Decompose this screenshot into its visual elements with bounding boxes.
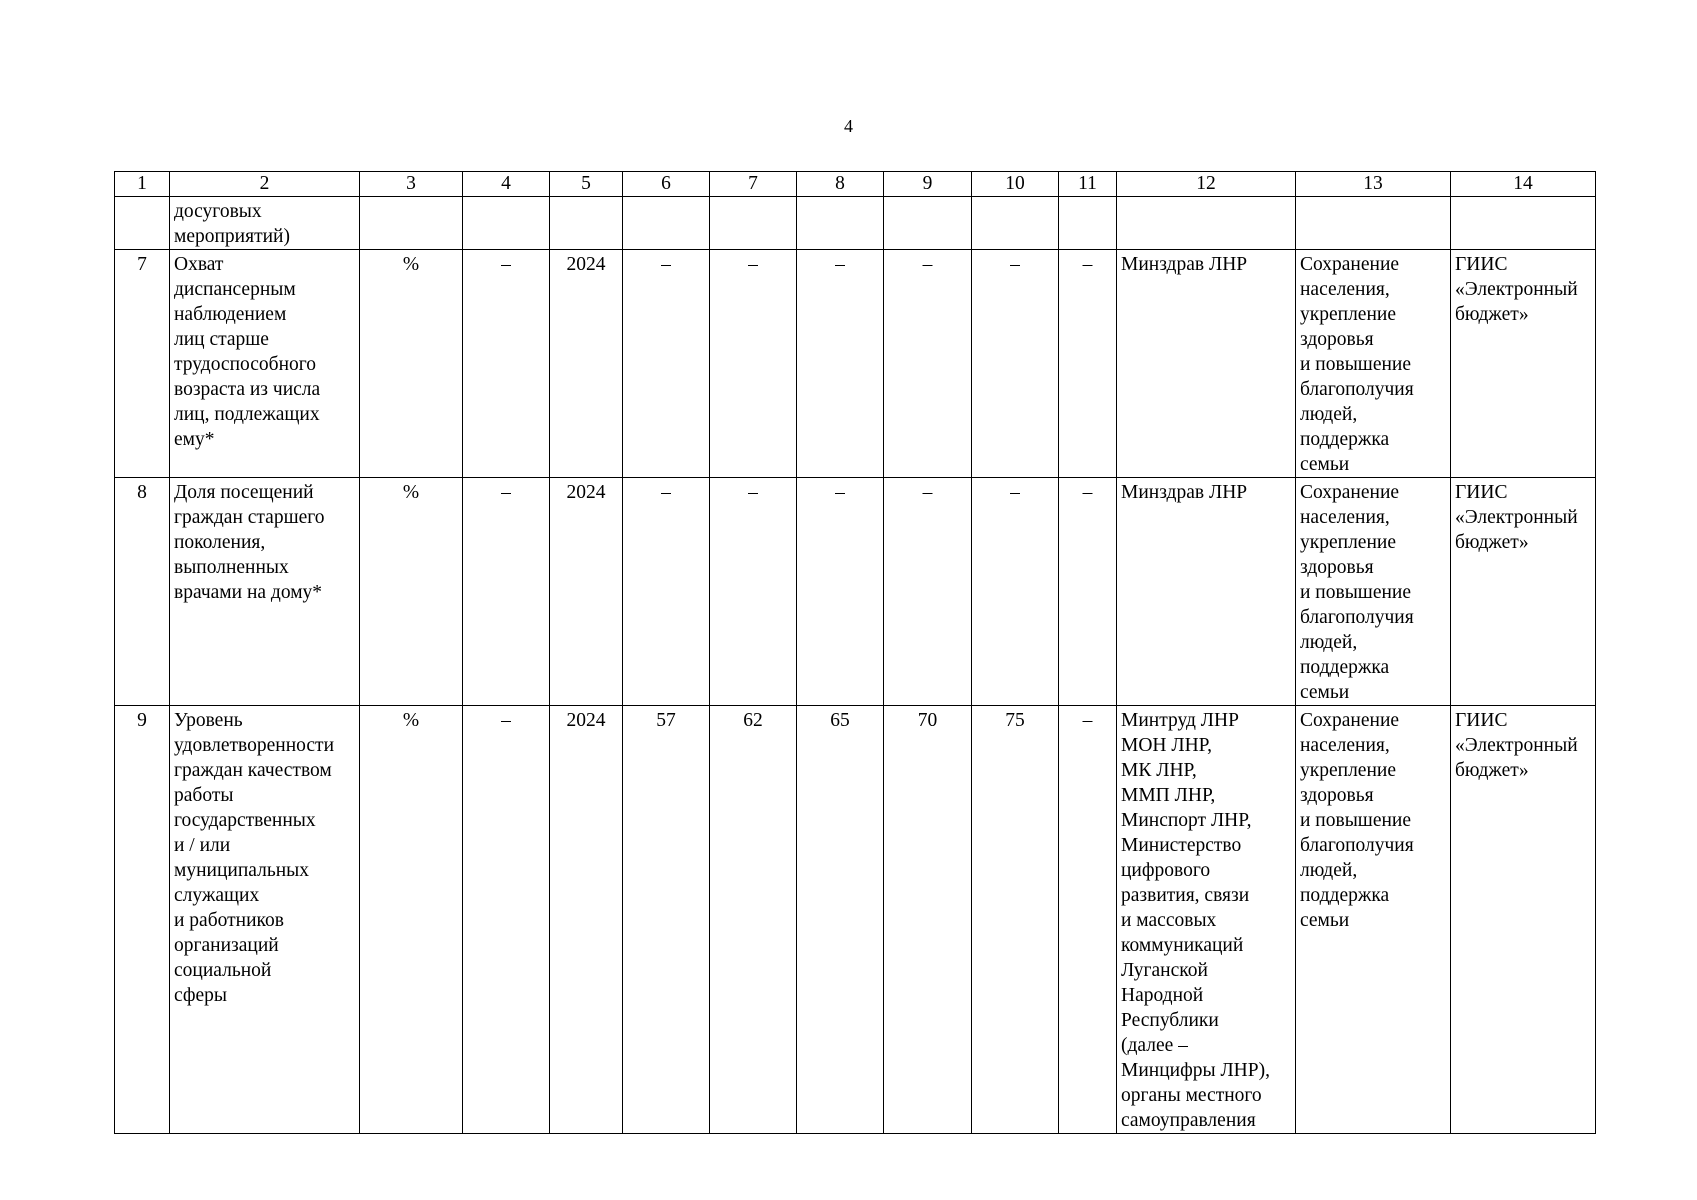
cell-text-line: Сохранение <box>1300 254 1400 275</box>
cell-text-line: ему* <box>174 429 215 450</box>
indicator-name-cell <box>170 197 360 250</box>
column-number: 8 <box>797 172 884 197</box>
value-cell: 70 <box>884 706 972 1134</box>
cell-text-line: укрепление <box>1300 760 1396 781</box>
column-number: 5 <box>550 172 623 197</box>
base-value-cell: – <box>463 706 550 1134</box>
cell-text-line: и повышение <box>1300 582 1412 603</box>
unit-cell <box>360 197 463 250</box>
cell-text-line: Министерство <box>1121 835 1242 856</box>
indicator-name-cell <box>170 706 360 1134</box>
cell-text-line: досуговых <box>174 201 262 222</box>
column-number: 4 <box>463 172 550 197</box>
value-cell: – <box>1059 250 1117 478</box>
value-cell: – <box>1059 478 1117 706</box>
value-cell: – <box>710 250 797 478</box>
row-number-cell: 9 <box>115 706 170 1134</box>
cell-text-line: бюджет» <box>1455 304 1529 325</box>
cell-text-line: Уровень <box>174 710 243 731</box>
cell-text-line: ГИИС <box>1455 710 1508 731</box>
cell-text-line: развития, связи <box>1121 885 1250 906</box>
cell-text-line: граждан старшего <box>174 507 325 528</box>
information-system-cell <box>1451 706 1596 1134</box>
responsible-body-cell <box>1117 250 1296 478</box>
cell-text-line: Сохранение <box>1300 710 1400 731</box>
cell-text-line: Сохранение <box>1300 482 1400 503</box>
value-cell <box>710 197 797 250</box>
cell-text-line: наблюдением <box>174 304 287 325</box>
information-system-cell <box>1451 197 1596 250</box>
cell-text-line: мероприятий) <box>174 226 290 247</box>
cell-text-line: и работников <box>174 910 284 931</box>
cell-text-line: граждан качеством <box>174 760 332 781</box>
cell-text-line: благополучия <box>1300 835 1414 856</box>
value-cell <box>972 197 1059 250</box>
cell-text-line: Минцифры ЛНР), <box>1121 1060 1270 1081</box>
row-number-cell <box>115 197 170 250</box>
value-cell: – <box>884 478 972 706</box>
cell-text-line: государственных <box>174 810 316 831</box>
cell-text-line: людей, <box>1300 404 1358 425</box>
national-goal-cell <box>1296 197 1451 250</box>
cell-text-line: удовлетворенности <box>174 735 334 756</box>
cell-text-line: укрепление <box>1300 304 1396 325</box>
cell-text-line: работы <box>174 785 234 806</box>
cell-text-line: и повышение <box>1300 354 1412 375</box>
cell-text-line: здоровья <box>1300 557 1374 578</box>
cell-text-line: населения, <box>1300 735 1390 756</box>
cell-text-line: поддержка <box>1300 657 1390 678</box>
responsible-body-cell <box>1117 706 1296 1134</box>
national-goal-cell <box>1296 250 1451 478</box>
cell-text-line: укрепление <box>1300 532 1396 553</box>
cell-text-line: (далее – <box>1121 1035 1188 1056</box>
cell-text-line: семьи <box>1300 454 1350 475</box>
cell-text-line: населения, <box>1300 507 1390 528</box>
column-number: 12 <box>1117 172 1296 197</box>
column-number: 1 <box>115 172 170 197</box>
unit-cell: % <box>360 706 463 1134</box>
base-value-cell: – <box>463 250 550 478</box>
cell-text-line: и массовых <box>1121 910 1217 931</box>
cell-text-line: Минздрав ЛНР <box>1121 482 1248 503</box>
value-cell <box>797 197 884 250</box>
value-cell: – <box>623 250 710 478</box>
cell-text-line: семьи <box>1300 682 1350 703</box>
cell-text-line: бюджет» <box>1455 760 1529 781</box>
row-number-cell: 7 <box>115 250 170 478</box>
cell-text-line: врачами на дому* <box>174 582 323 603</box>
cell-text-line: цифрового <box>1121 860 1211 881</box>
value-cell <box>884 197 972 250</box>
cell-text-line: социальной <box>174 960 272 981</box>
cell-text-line: трудоспособного <box>174 354 317 375</box>
cell-text-line: Народной <box>1121 985 1204 1006</box>
indicator-name-cell <box>170 478 360 706</box>
cell-text-line: МК ЛНР, <box>1121 760 1197 781</box>
value-cell: 65 <box>797 706 884 1134</box>
cell-text-line: людей, <box>1300 632 1358 653</box>
base-value-cell: – <box>463 478 550 706</box>
column-number: 13 <box>1296 172 1451 197</box>
value-cell: – <box>972 250 1059 478</box>
unit-cell: % <box>360 478 463 706</box>
cell-text-line: лиц старше <box>174 329 269 350</box>
information-system-cell <box>1451 478 1596 706</box>
column-number: 11 <box>1059 172 1117 197</box>
cell-text-line: муниципальных <box>174 860 310 881</box>
cell-text-line: здоровья <box>1300 785 1374 806</box>
page-number: 4 <box>844 116 853 136</box>
cell-text-line: Минздрав ЛНР <box>1121 254 1248 275</box>
column-number: 9 <box>884 172 972 197</box>
cell-text-line: организаций <box>174 935 279 956</box>
national-goal-cell <box>1296 706 1451 1134</box>
cell-text-line: Луганской <box>1121 960 1208 981</box>
value-cell: – <box>884 250 972 478</box>
column-number: 10 <box>972 172 1059 197</box>
base-year-cell: 2024 <box>550 478 623 706</box>
information-system-cell <box>1451 250 1596 478</box>
cell-text-line: Республики <box>1121 1010 1219 1031</box>
value-cell: – <box>623 478 710 706</box>
value-cell: 57 <box>623 706 710 1134</box>
cell-text-line: выполненных <box>174 557 289 578</box>
base-year-cell: 2024 <box>550 250 623 478</box>
column-number: 6 <box>623 172 710 197</box>
cell-text-line: коммуникаций <box>1121 935 1244 956</box>
cell-text-line: ММП ЛНР, <box>1121 785 1216 806</box>
column-number: 2 <box>170 172 360 197</box>
base-year-cell: 2024 <box>550 706 623 1134</box>
responsible-body-cell <box>1117 197 1296 250</box>
cell-text-line: «Электронный <box>1455 735 1578 756</box>
cell-text-line: людей, <box>1300 860 1358 881</box>
value-cell: – <box>710 478 797 706</box>
column-number: 14 <box>1451 172 1596 197</box>
cell-text-line: Минспорт ЛНР, <box>1121 810 1252 831</box>
cell-text-line: населения, <box>1300 279 1390 300</box>
row-number-cell: 8 <box>115 478 170 706</box>
cell-text-line: ГИИС <box>1455 254 1508 275</box>
column-number: 7 <box>710 172 797 197</box>
value-cell: 75 <box>972 706 1059 1134</box>
value-cell: – <box>1059 706 1117 1134</box>
cell-text-line: «Электронный <box>1455 279 1578 300</box>
column-number: 3 <box>360 172 463 197</box>
unit-cell: % <box>360 250 463 478</box>
table-row <box>115 197 1596 250</box>
table-row <box>115 478 1596 706</box>
value-cell: – <box>972 478 1059 706</box>
base-year-cell <box>550 197 623 250</box>
cell-text-line: благополучия <box>1300 379 1414 400</box>
cell-text-line: и / или <box>174 835 231 856</box>
column-number-row <box>115 172 1596 197</box>
cell-text-line: возраста из числа <box>174 379 321 400</box>
table-row <box>115 706 1596 1134</box>
value-cell: 62 <box>710 706 797 1134</box>
cell-text-line: здоровья <box>1300 329 1374 350</box>
cell-text-line: лиц, подлежащих <box>174 404 320 425</box>
indicators-table <box>114 171 1596 1134</box>
cell-text-line: семьи <box>1300 910 1350 931</box>
cell-text-line: диспансерным <box>174 279 296 300</box>
cell-text-line: поддержка <box>1300 429 1390 450</box>
cell-text-line: ГИИС <box>1455 482 1508 503</box>
cell-text-line: органы местного <box>1121 1085 1262 1106</box>
cell-text-line: Минтруд ЛНР <box>1121 710 1239 731</box>
national-goal-cell <box>1296 478 1451 706</box>
cell-text-line: Доля посещений <box>174 482 314 503</box>
value-cell: – <box>797 478 884 706</box>
cell-text-line: сферы <box>174 985 228 1006</box>
cell-text-line: благополучия <box>1300 607 1414 628</box>
table-row <box>115 250 1596 478</box>
cell-text-line: Охват <box>174 254 224 275</box>
indicator-name-cell <box>170 250 360 478</box>
cell-text-line: самоуправления <box>1121 1110 1256 1131</box>
cell-text-line: МОН ЛНР, <box>1121 735 1212 756</box>
value-cell <box>1059 197 1117 250</box>
cell-text-line: и повышение <box>1300 810 1412 831</box>
base-value-cell <box>463 197 550 250</box>
value-cell: – <box>797 250 884 478</box>
value-cell <box>623 197 710 250</box>
cell-text-line: «Электронный <box>1455 507 1578 528</box>
responsible-body-cell <box>1117 478 1296 706</box>
cell-text-line: бюджет» <box>1455 532 1529 553</box>
cell-text-line: поддержка <box>1300 885 1390 906</box>
cell-text-line: служащих <box>174 885 260 906</box>
cell-text-line: поколения, <box>174 532 266 553</box>
